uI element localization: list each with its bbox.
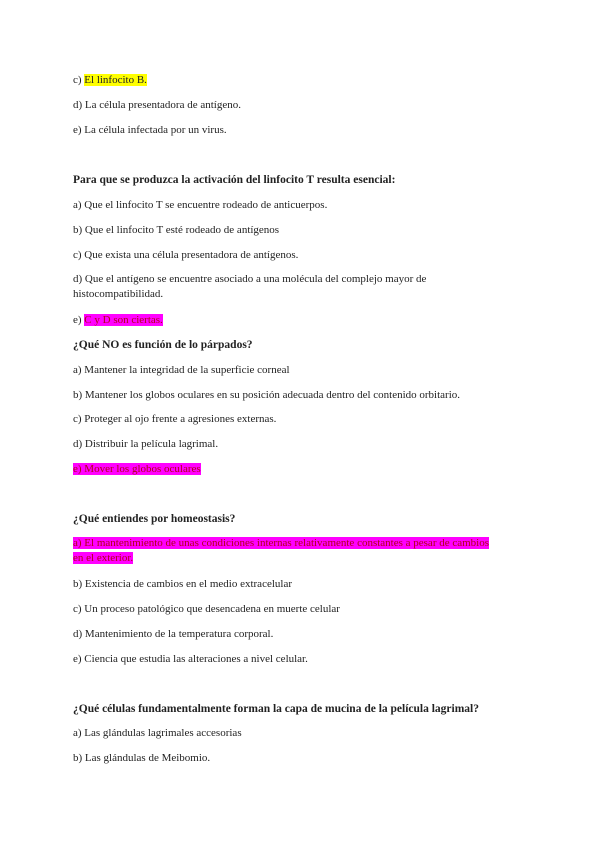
option-c (73, 73, 147, 87)
option-a: a) Que el linfocito T se encuentre rodeado de anticuerpos. (73, 199, 328, 211)
highlighted-answer: a) El mantenimiento de unas condiciones internas relativamente constantes a pesar de cambios en el exterior. (73, 537, 490, 564)
highlighted-answer: e) Mover los globos oculares (73, 463, 201, 475)
highlighted-answer: C y D son ciertas. (84, 314, 163, 326)
option-d: d) La célula presentadora de antígeno. (73, 99, 241, 111)
question-title: Para que se produzca la activación del linfocito T resulta esencial: (73, 174, 396, 186)
option-b: b) Las glándulas de Meibomio. (73, 752, 211, 764)
option-c: c) Que exista una célula presentadora de antígenos. (73, 249, 299, 261)
question-title: ¿Qué células fundamentalmente forman la capa de mucina de la película lagrimal? (73, 703, 479, 715)
option-prefix: e) (73, 314, 85, 326)
option-e (73, 313, 163, 327)
option-e (73, 462, 201, 476)
option-c: c) Proteger al ojo frente a agresiones externas. (73, 413, 277, 425)
option-d: d) Que el antígeno se encuentre asociado a una molécula del complejo mayor de histocompatibilidad. (73, 273, 427, 300)
highlighted-answer: El linfocito B. (84, 74, 147, 86)
question-title: ¿Qué NO es función de lo párpados? (73, 339, 253, 351)
option-e: e) La célula infectada por un virus. (73, 124, 227, 136)
question-title: ¿Qué entiendes por homeostasis? (73, 513, 236, 525)
option-a (73, 536, 493, 566)
option-b: b) Existencia de cambios en el medio extracelular (73, 578, 292, 590)
option-a: a) Mantener la integridad de la superficie corneal (73, 364, 290, 376)
option-prefix: c) (73, 74, 85, 86)
option-c: c) Un proceso patológico que desencadena en muerte celular (73, 603, 340, 615)
option-e: e) Ciencia que estudia las alteraciones a nivel celular. (73, 653, 308, 665)
option-d: d) Mantenimiento de la temperatura corporal. (73, 628, 274, 640)
option-a: a) Las glándulas lagrimales accesorias (73, 727, 242, 739)
option-b: b) Que el linfocito T esté rodeado de antígenos (73, 224, 280, 236)
option-d: d) Distribuir la película lagrimal. (73, 438, 219, 450)
option-b: b) Mantener los globos oculares en su posición adecuada dentro del contenido orbitario. (73, 389, 461, 401)
